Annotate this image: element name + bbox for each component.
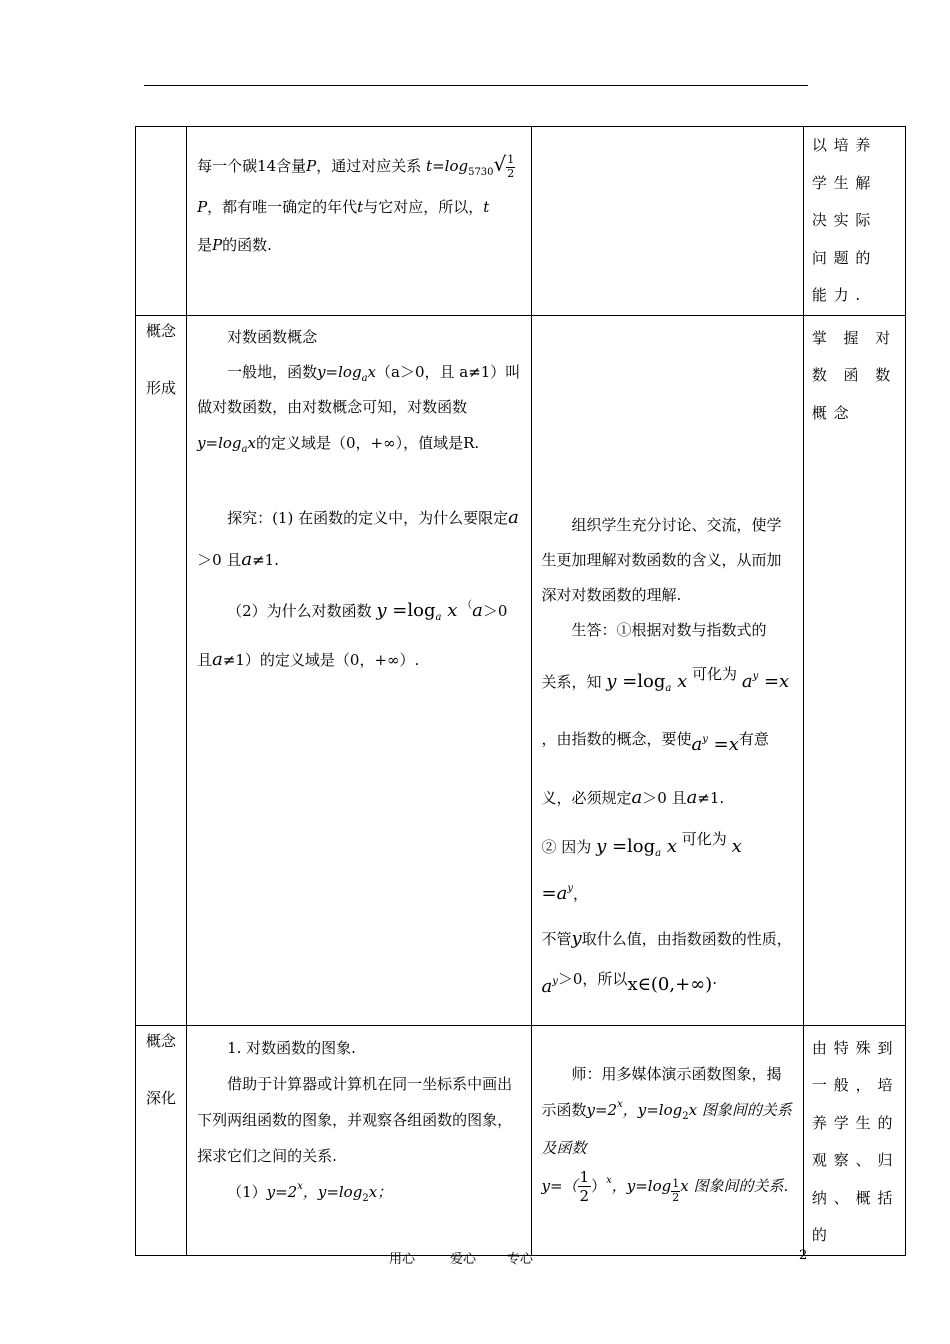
student-answer-line: ，由指数的概念，要使$a^y =x$有意 [541, 729, 769, 755]
teacher-guidance: 组织学生充分讨论、交流，使学生更加理解对数函数的含义，从而加深对对数函数的理解. [541, 515, 782, 604]
table-row [136, 127, 906, 316]
activity-block [532, 316, 803, 1008]
explore-question-2-cont: 且a≠1）的定义域是（0，+∞）. [197, 649, 420, 671]
stage-cell [136, 315, 187, 1025]
explore-question-1: 探究：(1) 在函数的定义中，为什么要限定a＞0 且a≠1. [197, 507, 519, 571]
half-fraction: $\frac{1}{2}$ [507, 153, 515, 180]
goal-text: 掌握对数函数概念 [811, 328, 897, 422]
content-cell [187, 127, 531, 316]
explore-question-2: （2）为什么对数函数 $y =\log_a$ x （a＞0 [227, 599, 508, 623]
stage-label-bottom: 深化 [146, 1088, 177, 1107]
half-fraction: $\frac{1}{2}$ [579, 1168, 590, 1205]
stage-label-top: 概念 [146, 321, 177, 340]
stage-label-bottom: 形成 [146, 378, 177, 397]
item-body: 借助于计算器或计算机在同一坐标系中画出下列两组函数的图象，并观察各组函数的图象，探求它们之间的关系. [197, 1074, 513, 1165]
student-answer-intro: 生答：①根据对数与指数式的 [571, 621, 767, 640]
table-row [136, 315, 906, 1025]
student-answer-line: 关系，知 $y =\log_a$ x 可化为 $a^y =x$ [541, 664, 790, 694]
content-cell [187, 315, 531, 1025]
page-number: 2 [799, 1248, 808, 1263]
header-rule [144, 85, 808, 86]
activity-cell-empty [531, 127, 803, 316]
graph-block [187, 1026, 530, 1211]
student-answer-line: 义，必须规定a＞0 且a≠1. [541, 787, 725, 809]
footer-text-3: 专心 [507, 1252, 534, 1267]
content-cell [187, 1025, 531, 1255]
stage-cell-empty [136, 127, 187, 316]
goal-cell [803, 127, 905, 316]
goal-cell [803, 1025, 905, 1255]
goal-cell [803, 315, 905, 1025]
footer-text-2: 爱心 [450, 1252, 477, 1267]
stage-cell [136, 1025, 187, 1255]
definition-text: 一般地，函数$y=\log_ax(a>0$，且 a≠1）叫做对数函数，由对数概念可知，对数函数$y=\log_ax$的定义域是（0，+∞），值域是R. [197, 362, 521, 455]
activity-cell [531, 1025, 803, 1255]
student-answer-line: ② 因为 $y =\log_a$ x 可化为 $x =a^y$， [541, 829, 742, 904]
activity-cell [531, 315, 803, 1025]
goal-text: 以培养学生解决实际问题的能力. [811, 136, 878, 304]
section-title: 对数函数概念 [227, 327, 318, 346]
definition-block [187, 316, 530, 682]
footer-text-1: 用心 [389, 1252, 416, 1267]
carbon-paragraph: 每一个碳14含量P，通过对应关系 $t=\log_{5730}√$ $\frac{1}{2}$ P，都有唯一确定的年代t与它对应，所以，t 是P的函数. [197, 152, 515, 254]
lesson-table [135, 126, 906, 1256]
table-row [136, 1025, 906, 1255]
goal-text: 由特殊到一般，培养学生的观察、归纳、概括的 [811, 1038, 897, 1244]
item-heading: 1. 对数函数的图象. [227, 1038, 356, 1057]
teacher-demo: 师：用多媒体演示函数图象，揭示函数$y=2^x$，$y=\log_2x$ 图象间的关系及函数 y=（ $\frac{1}{2})^x$，y=log $\frac{1}{2}$ x 图象间的关系. [541, 1064, 792, 1205]
stage-label-top: 概念 [146, 1031, 177, 1050]
student-answer-line: 不管y取什么值，由指数函数的性质， [541, 928, 792, 950]
student-answer-line: $a^y>0$，所以x∈(0,+∞). [541, 969, 717, 997]
item-sub-1: $(1)y=2^x$，$y=\log_2x$； [227, 1180, 393, 1204]
